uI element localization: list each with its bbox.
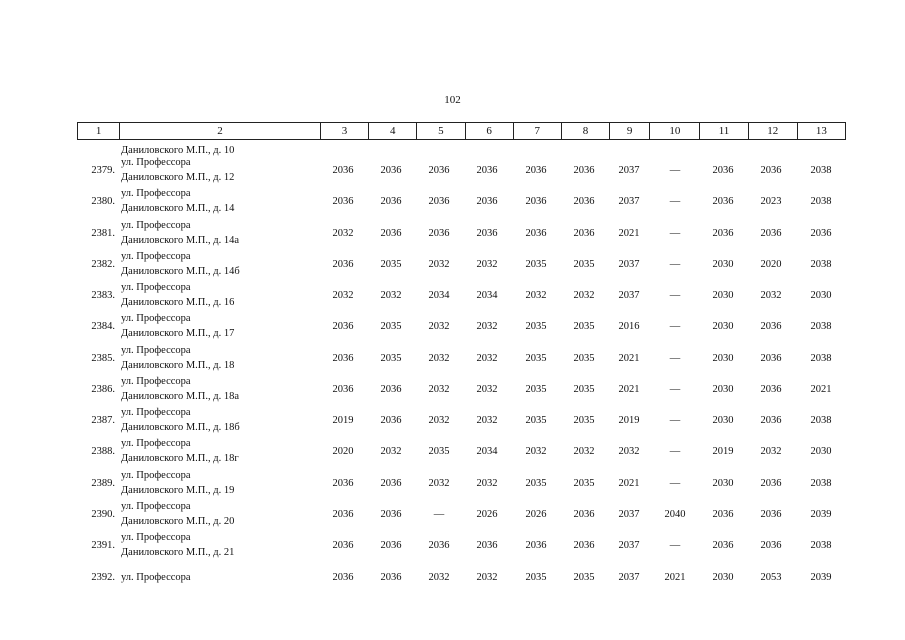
table-cell: 2036 <box>760 383 782 395</box>
table-cell: 2038 <box>810 352 832 364</box>
table-cell: 2032 <box>332 227 354 239</box>
table-cell: 2036 <box>332 352 354 364</box>
table-row <box>77 251 846 282</box>
table-row <box>77 188 846 219</box>
table-cell: 2036 <box>573 508 595 520</box>
table-cell: 2021 <box>618 477 640 489</box>
table-cell: 2030 <box>810 290 832 301</box>
table-cell: 2032 <box>760 446 782 458</box>
table-cell: 2032 <box>476 352 498 364</box>
row-street: ул. Профессора <box>121 438 191 450</box>
table-cell: 2036 <box>380 508 402 520</box>
table-cell: 2036 <box>760 415 782 426</box>
row-house: Даниловского М.П., д. 12 <box>121 172 235 183</box>
row-street: ул. Профессора <box>121 219 191 231</box>
table-cell: 2026 <box>476 508 498 520</box>
table-cell: 2036 <box>712 165 734 176</box>
row-number: 2380. <box>91 196 115 208</box>
table-cell: 2036 <box>332 508 354 520</box>
table-cell: — <box>433 508 445 520</box>
table-cell: 2032 <box>428 477 450 489</box>
table-cell: 2020 <box>332 446 354 458</box>
table-cell: 2036 <box>380 383 402 395</box>
table-cell: 2019 <box>332 415 354 426</box>
table-cell: 2021 <box>618 352 640 364</box>
table-cell: 2021 <box>664 572 686 583</box>
table-cell: — <box>669 258 681 270</box>
column-header-table <box>77 122 846 140</box>
row-house: Даниловского М.П., д. 17 <box>121 328 235 340</box>
table-cell: 2036 <box>476 196 498 208</box>
table-cell: 2036 <box>428 540 450 551</box>
table-cell: 2032 <box>476 383 498 395</box>
table-cell: 2032 <box>573 290 595 301</box>
table-cell: 2030 <box>712 383 734 395</box>
column-header: 13 <box>797 123 845 140</box>
row-number: 2389. <box>91 477 115 489</box>
row-street: ул. Профессора <box>121 188 191 200</box>
row-street: ул. Профессора <box>121 282 191 293</box>
table-cell: — <box>669 352 681 364</box>
table-cell: 2032 <box>476 258 498 270</box>
table-cell: 2032 <box>428 383 450 395</box>
table-cell: 2037 <box>618 165 640 176</box>
table-row <box>77 470 846 501</box>
table-cell: 2035 <box>573 258 595 270</box>
table-cell: 2019 <box>712 446 734 458</box>
table-cell: 2036 <box>332 383 354 395</box>
table-row <box>77 282 846 313</box>
row-house: Даниловского М.П., д. 18а <box>121 390 240 402</box>
table-cell: 2032 <box>428 258 450 270</box>
column-header: 10 <box>650 123 700 140</box>
table-cell: — <box>669 383 681 395</box>
row-number: 2384. <box>91 321 115 333</box>
row-street: ул. Профессора <box>121 469 191 481</box>
table-row <box>77 438 846 469</box>
table-cell: 2037 <box>618 258 640 270</box>
row-house: Даниловского М.П., д. 14 <box>121 203 235 215</box>
table-cell: 2036 <box>332 165 354 176</box>
table-cell: 2036 <box>332 321 354 333</box>
table-cell: 2032 <box>428 572 450 583</box>
table-cell: 2035 <box>525 572 547 583</box>
table-cell: 2032 <box>525 290 547 301</box>
table-cell: 2035 <box>525 321 547 333</box>
table-cell: — <box>669 290 681 301</box>
table-cell: 2036 <box>810 227 832 239</box>
table-cell: 2034 <box>476 446 498 458</box>
row-house: Даниловского М.П., д. 18 <box>121 359 235 371</box>
table-cell: 2036 <box>525 165 547 176</box>
table-cell: 2036 <box>760 352 782 364</box>
table-cell: — <box>669 196 681 208</box>
row-street: ул. Профессора <box>121 344 191 356</box>
row-number: 2392. <box>91 572 115 583</box>
table-cell: 2036 <box>380 540 402 551</box>
table-cell: 2036 <box>712 196 734 208</box>
column-header: 3 <box>320 123 368 140</box>
table-cell: 2032 <box>573 446 595 458</box>
table-cell: 2038 <box>810 196 832 208</box>
row-street: ул. Профессора <box>121 532 191 543</box>
table-cell: 2036 <box>380 477 402 489</box>
table-cell: 2036 <box>760 508 782 520</box>
table-cell: 2036 <box>760 477 782 489</box>
row-number: 2388. <box>91 446 115 458</box>
table-cell: 2037 <box>618 572 640 583</box>
table-cell: 2036 <box>428 165 450 176</box>
row-house: Даниловского М.П., д. 20 <box>121 515 235 527</box>
table-cell: 2036 <box>760 321 782 333</box>
table-cell: 2053 <box>760 572 782 583</box>
table-cell: 2036 <box>760 165 782 176</box>
table-cell: 2037 <box>618 196 640 208</box>
table-cell: 2032 <box>476 572 498 583</box>
row-number: 2391. <box>91 540 115 551</box>
table-cell: 2030 <box>712 572 734 583</box>
page-number: 102 <box>444 94 461 106</box>
table-cell: 2032 <box>476 415 498 426</box>
table-row <box>77 407 846 438</box>
table-cell: 2040 <box>664 508 686 520</box>
table-cell: 2037 <box>618 290 640 301</box>
row-house: Даниловского М.П., д. 16 <box>121 297 235 308</box>
table-cell: — <box>669 477 681 489</box>
table-cell: 2038 <box>810 540 832 551</box>
table-cell: — <box>669 227 681 239</box>
table-cell: — <box>669 321 681 333</box>
table-row <box>77 376 846 407</box>
table-cell: — <box>669 446 681 458</box>
table-cell: 2030 <box>810 446 832 458</box>
table-cell: 2036 <box>380 227 402 239</box>
table-cell: 2036 <box>332 572 354 583</box>
table-cell: 2035 <box>525 477 547 489</box>
table-cell: 2021 <box>618 383 640 395</box>
column-header: 1 <box>78 123 120 140</box>
row-street: ул. Профессора <box>121 572 191 583</box>
column-header: 11 <box>700 123 748 140</box>
table-cell: 2032 <box>380 290 402 301</box>
table-cell: 2030 <box>712 477 734 489</box>
table-cell: 2036 <box>573 196 595 208</box>
table-cell: 2026 <box>525 508 547 520</box>
table-cell: 2035 <box>525 383 547 395</box>
table-cell: 2039 <box>810 508 832 520</box>
table-cell: 2036 <box>476 227 498 239</box>
table-cell: 2035 <box>573 477 595 489</box>
table-cell: 2036 <box>380 415 402 426</box>
table-cell: 2035 <box>380 258 402 270</box>
table-cell: 2020 <box>760 258 782 270</box>
table-cell: 2036 <box>428 196 450 208</box>
table-cell: 2036 <box>525 540 547 551</box>
table-cell: 2038 <box>810 415 832 426</box>
row-street: ул. Профессора <box>121 250 191 262</box>
table-cell: 2032 <box>428 321 450 333</box>
table-cell: 2036 <box>712 508 734 520</box>
row-street: ул. Профессора <box>121 500 191 512</box>
table-cell: — <box>669 165 681 176</box>
column-header: 9 <box>610 123 650 140</box>
table-cell: 2030 <box>712 415 734 426</box>
table-cell: 2038 <box>810 165 832 176</box>
table-cell: 2034 <box>428 290 450 301</box>
table-row <box>77 501 846 532</box>
table-cell: 2036 <box>476 165 498 176</box>
row-number: 2385. <box>91 352 115 364</box>
column-header: 5 <box>417 123 465 140</box>
table-cell: 2036 <box>573 165 595 176</box>
table-cell: 2032 <box>428 352 450 364</box>
table-cell: 2032 <box>618 446 640 458</box>
table-cell: — <box>669 540 681 551</box>
column-header: 6 <box>465 123 513 140</box>
table-cell: 2038 <box>810 477 832 489</box>
row-street: ул. Профессора <box>121 407 191 418</box>
table-cell: 2032 <box>760 290 782 301</box>
table-cell: 2032 <box>525 446 547 458</box>
table-cell: 2035 <box>573 415 595 426</box>
table-row <box>77 220 846 251</box>
column-header: 2 <box>120 123 321 140</box>
table-cell: 2036 <box>380 196 402 208</box>
table-cell: — <box>669 415 681 426</box>
table-cell: 2036 <box>712 227 734 239</box>
column-header: 4 <box>369 123 417 140</box>
row-house: Даниловского М.П., д. 21 <box>121 547 235 558</box>
table-cell: 2032 <box>476 477 498 489</box>
table-row <box>77 532 846 563</box>
table-cell: 2036 <box>380 572 402 583</box>
column-header: 7 <box>513 123 561 140</box>
row-house: Даниловского М.П., д. 14а <box>121 234 240 246</box>
row-number: 2381. <box>91 227 115 239</box>
table-cell: 2036 <box>476 540 498 551</box>
table-cell: 2037 <box>618 540 640 551</box>
table-cell: 2021 <box>618 227 640 239</box>
table-row <box>77 572 846 588</box>
table-cell: 2019 <box>618 415 640 426</box>
table-cell: 2038 <box>810 321 832 333</box>
row-number: 2379. <box>91 165 115 176</box>
table-cell: 2035 <box>525 258 547 270</box>
row-house: Даниловского М.П., д. 14б <box>121 265 240 277</box>
continued-address-line: Даниловского М.П., д. 10 <box>121 145 235 156</box>
table-cell: 2035 <box>573 572 595 583</box>
table-row <box>77 157 846 188</box>
table-cell: 2036 <box>573 540 595 551</box>
table-cell: 2036 <box>332 540 354 551</box>
table-cell: 2030 <box>712 352 734 364</box>
table-cell: 2038 <box>810 258 832 270</box>
row-street: ул. Профессора <box>121 375 191 387</box>
table-cell: 2036 <box>712 540 734 551</box>
table-cell: 2032 <box>428 415 450 426</box>
table-cell: 2035 <box>525 352 547 364</box>
row-number: 2390. <box>91 508 115 520</box>
table-cell: 2030 <box>712 290 734 301</box>
table-cell: 2030 <box>712 258 734 270</box>
row-street: ул. Профессора <box>121 313 191 325</box>
table-cell: 2032 <box>380 446 402 458</box>
table-row <box>77 313 846 344</box>
table-cell: 2032 <box>476 321 498 333</box>
table-cell: 2035 <box>573 321 595 333</box>
table-cell: 2023 <box>760 196 782 208</box>
row-number: 2383. <box>91 290 115 301</box>
table-cell: 2016 <box>618 321 640 333</box>
table-cell: 2036 <box>525 227 547 239</box>
table-cell: 2036 <box>332 196 354 208</box>
table-cell: 2036 <box>428 227 450 239</box>
table-cell: 2037 <box>618 508 640 520</box>
table-cell: 2036 <box>573 227 595 239</box>
column-header: 8 <box>561 123 609 140</box>
row-number: 2382. <box>91 258 115 270</box>
table-row <box>77 345 846 376</box>
row-house: Даниловского М.П., д. 18б <box>121 422 240 433</box>
table-cell: 2036 <box>380 165 402 176</box>
row-street: ул. Профессора <box>121 157 191 168</box>
table-cell: 2039 <box>810 572 832 583</box>
table-cell: 2036 <box>332 258 354 270</box>
table-cell: 2035 <box>573 352 595 364</box>
table-cell: 2036 <box>332 477 354 489</box>
table-cell: 2036 <box>525 196 547 208</box>
table-cell: 2035 <box>525 415 547 426</box>
table-cell: 2021 <box>810 383 832 395</box>
table-cell: 2036 <box>760 227 782 239</box>
row-house: Даниловского М.П., д. 19 <box>121 484 235 496</box>
column-header: 12 <box>748 123 797 140</box>
table-cell: 2035 <box>428 446 450 458</box>
row-number: 2386. <box>91 383 115 395</box>
table-cell: 2035 <box>380 321 402 333</box>
row-number: 2387. <box>91 415 115 426</box>
column-header-row <box>78 123 846 140</box>
table-cell: 2035 <box>573 383 595 395</box>
table-cell: 2032 <box>332 290 354 301</box>
row-house: Даниловского М.П., д. 18г <box>121 453 239 465</box>
table-cell: 2030 <box>712 321 734 333</box>
table-cell: 2036 <box>760 540 782 551</box>
table-cell: 2034 <box>476 290 498 301</box>
table-cell: 2035 <box>380 352 402 364</box>
